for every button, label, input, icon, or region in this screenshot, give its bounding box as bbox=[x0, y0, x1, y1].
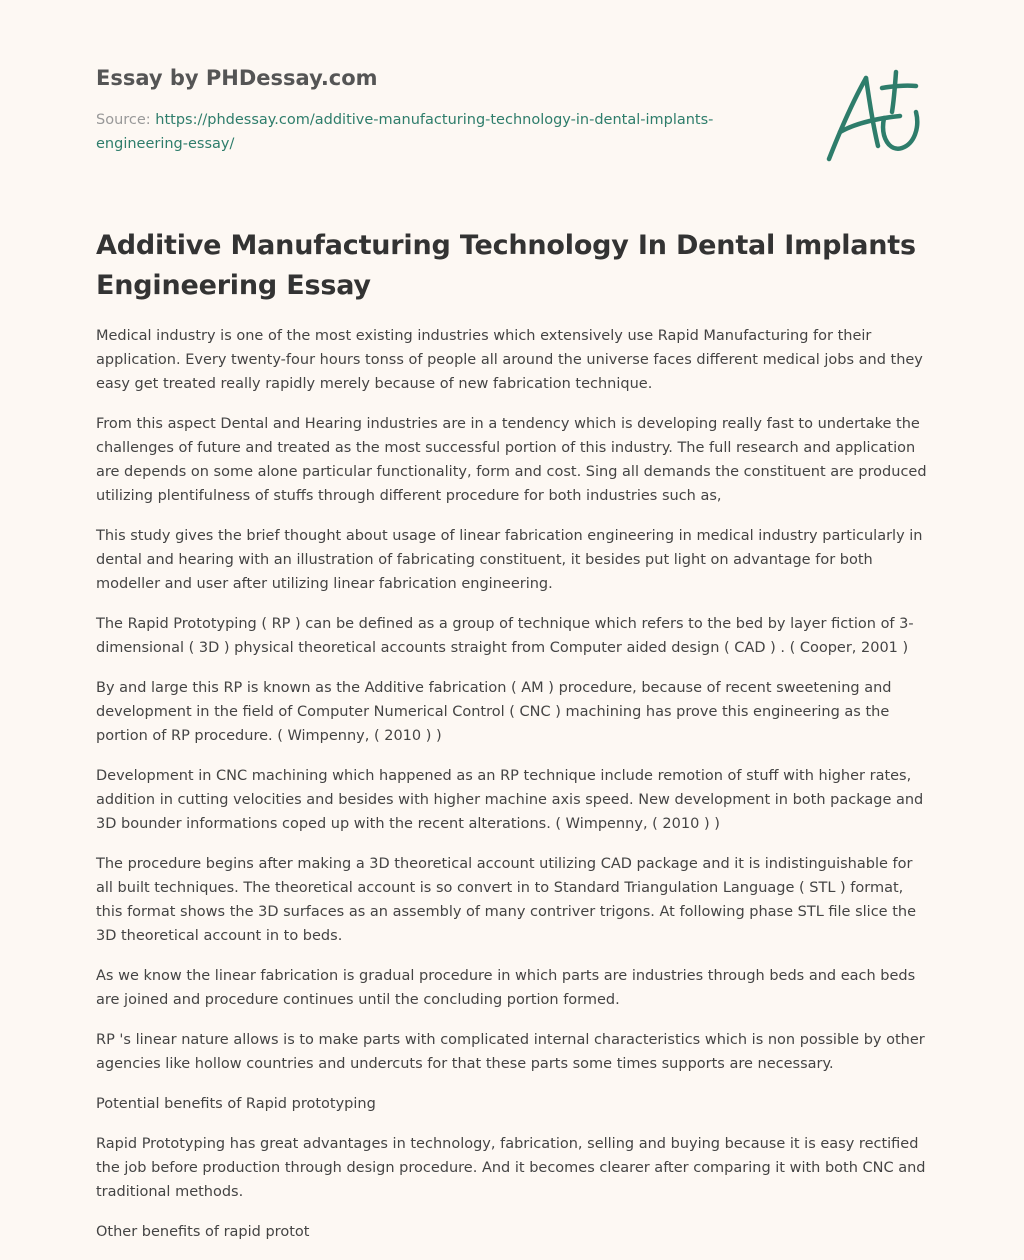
source-link[interactable]: https://phdessay.com/additive-manufacturing-technology-in-dental-implants-engineering-essay/ bbox=[96, 112, 714, 152]
paragraph: By and large this RP is known as the Additive fabrication ( AM ) procedure, because of recent sweetening and development in the field of Computer Numerical Control ( CNC ) machining has prove this engineering as the portion of RP procedure. ( Wimpenny, ( 2010 ) ) bbox=[96, 680, 892, 744]
paragraph: RP 's linear nature allows is to make parts with complicated internal characteristics which is non possible by other agencies like hollow countries and undercuts for that these parts some times supports are necessary. bbox=[96, 1032, 925, 1072]
paragraph: Development in CNC machining which happened as an RP technique include remotion of stuff with higher rates, addition in cutting velocities and besides with higher machine axis speed. New development in both package and 3D bounder informations coped up with the recent alterations. ( Wimpenny, ( 2010 ) ) bbox=[96, 768, 924, 832]
source-label: Source: bbox=[96, 112, 151, 128]
paragraph: This study gives the brief thought about usage of linear fabrication engineering in medical industry particularly in dental and hearing with an illustration of fabricating constituent, it besides put light on advantage for both modeller and user after utilizing linear fabrication engineering. bbox=[96, 528, 923, 592]
essay-title: Additive Manufacturing Technology In Dental Implants Engineering Essay bbox=[96, 230, 916, 301]
essay-body bbox=[96, 324, 932, 1260]
truncated-paragraph: Other benefits of rapid protot bbox=[96, 1224, 310, 1240]
paragraph: Rapid Prototyping has great advantages in technology, fabrication, selling and buying because it is easy rectified the job before production through design procedure. And it becomes clearer after comparing it with both CNC and traditional methods. bbox=[96, 1136, 926, 1200]
paragraph: The procedure begins after making a 3D theoretical account utilizing CAD package and it is indistinguishable for all built techniques. The theoretical account is so convert in to Standard Triangulation Language ( STL ) format, this format shows the 3D surfaces as an assembly of many contriver trigons. At following phase STL file slice the 3D theoretical account in to beds. bbox=[96, 856, 916, 944]
paragraph: Medical industry is one of the most existing industries which extensively use Rapid Manufacturing for their application. Every twenty-four hours tonss of people all around the universe faces different medical jobs and they easy get treated really rapidly merely because of new fabrication technique. bbox=[96, 328, 923, 392]
a-plus-grade-icon bbox=[820, 66, 930, 166]
page-header bbox=[96, 62, 796, 156]
paragraph: From this aspect Dental and Hearing industries are in a tendency which is developing really fast to undertake the challenges of future and treated as the most successful portion of this industry. The full research and application are depends on some alone particular functionality, form and cost. Sing all demands the constituent are produced utilizing plentifulness of stuffs through different procedure for both industries such as, bbox=[96, 416, 927, 504]
paragraph: As we know the linear fabrication is gradual procedure in which parts are industries through beds and each beds are joined and procedure continues until the concluding portion formed. bbox=[96, 968, 916, 1008]
paragraph: The Rapid Prototyping ( RP ) can be defined as a group of technique which refers to the bed by layer fiction of 3-dimensional ( 3D ) physical theoretical accounts straight from Computer aided design ( CAD ) . ( Cooper, 2001 ) bbox=[96, 616, 914, 656]
section-heading: Potential benefits of Rapid prototyping bbox=[96, 1096, 376, 1112]
site-brand: Essay by PHDessay.com bbox=[96, 66, 378, 90]
source-line bbox=[96, 108, 756, 156]
